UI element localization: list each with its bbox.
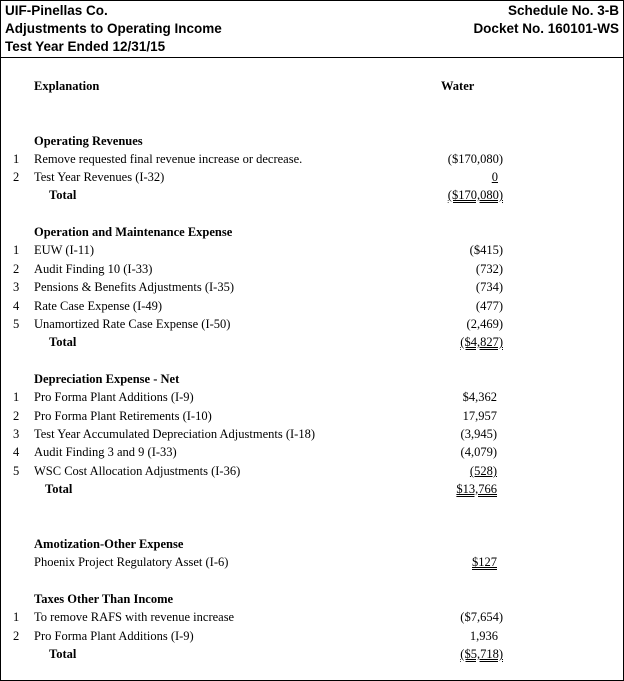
section-total-label: Total bbox=[49, 335, 77, 349]
header-divider bbox=[1, 57, 623, 58]
row-value: ($415) bbox=[469, 243, 503, 257]
row-number: 1 bbox=[13, 152, 20, 166]
row-number: 4 bbox=[13, 445, 20, 459]
row-number: 2 bbox=[13, 629, 20, 643]
row-label: Pensions & Benefits Adjustments (I-35) bbox=[34, 280, 234, 294]
section-title-depreciation: Depreciation Expense - Net bbox=[34, 372, 180, 386]
section-total-value: ($170,080) bbox=[447, 188, 503, 202]
section-total-label: Total bbox=[45, 482, 73, 496]
row-label: Pro Forma Plant Additions (I-9) bbox=[34, 629, 194, 643]
test-year-period: Test Year Ended 12/31/15 bbox=[5, 39, 166, 54]
section-total-value: ($5,718) bbox=[460, 647, 503, 661]
section-total-label: Total bbox=[49, 647, 77, 661]
row-number: 5 bbox=[13, 317, 20, 331]
row-label: Remove requested final revenue increase or decrease. bbox=[34, 152, 303, 166]
row-label: Pro Forma Plant Retirements (I-10) bbox=[34, 409, 212, 423]
row-value: (477) bbox=[475, 299, 503, 313]
row-number: 1 bbox=[13, 610, 20, 624]
row-number: 5 bbox=[13, 464, 20, 478]
row-label: Pro Forma Plant Additions (I-9) bbox=[34, 390, 194, 404]
row-value: (528) bbox=[469, 464, 497, 478]
row-label: Audit Finding 10 (I-33) bbox=[34, 262, 153, 276]
row-label: EUW (I-11) bbox=[34, 243, 95, 257]
row-value: 1,936 bbox=[469, 629, 498, 643]
section-total-value: $13,766 bbox=[456, 482, 497, 496]
row-label: Unamortized Rate Case Expense (I-50) bbox=[34, 317, 231, 331]
row-number: 3 bbox=[13, 427, 20, 441]
company-name: UIF-Pinellas Co. bbox=[5, 3, 108, 18]
row-value: ($7,654) bbox=[460, 610, 503, 624]
column-header-explanation: Explanation bbox=[34, 79, 100, 93]
section-title-operating-revenues: Operating Revenues bbox=[34, 134, 143, 148]
section-title-om-expense: Operation and Maintenance Expense bbox=[34, 225, 233, 239]
row-label: To remove RAFS with revenue increase bbox=[34, 610, 235, 624]
row-number: 1 bbox=[13, 390, 20, 404]
row-number: 2 bbox=[13, 409, 20, 423]
row-number: 2 bbox=[13, 262, 20, 276]
row-label: WSC Cost Allocation Adjustments (I-36) bbox=[34, 464, 241, 478]
row-value: $127 bbox=[472, 555, 497, 569]
row-value: 0 bbox=[491, 170, 498, 184]
row-number: 2 bbox=[13, 170, 20, 184]
row-label: Test Year Accumulated Depreciation Adjustments (I-18) bbox=[34, 427, 315, 441]
row-label: Audit Finding 3 and 9 (I-33) bbox=[34, 445, 177, 459]
row-value: (3,945) bbox=[460, 427, 497, 441]
column-header-water: Water bbox=[441, 79, 475, 93]
row-number: 3 bbox=[13, 280, 20, 294]
row-value: (2,469) bbox=[466, 317, 503, 331]
row-value: (734) bbox=[475, 280, 503, 294]
row-value: 17,957 bbox=[462, 409, 497, 423]
row-value: (732) bbox=[475, 262, 503, 276]
row-label: Rate Case Expense (I-49) bbox=[34, 299, 163, 313]
row-number: 4 bbox=[13, 299, 20, 313]
schedule-title: Adjustments to Operating Income bbox=[5, 21, 222, 36]
row-value: $4,362 bbox=[462, 390, 497, 404]
schedule-number: Schedule No. 3-B bbox=[507, 3, 619, 18]
section-title-taxes: Taxes Other Than Income bbox=[34, 592, 174, 606]
row-label: Test Year Revenues (I-32) bbox=[34, 170, 165, 184]
row-label: Phoenix Project Regulatory Asset (I-6) bbox=[34, 555, 229, 569]
section-title-amortization: Amotization-Other Expense bbox=[34, 537, 184, 551]
docket-number: Docket No. 160101-WS bbox=[473, 21, 619, 36]
row-number: 1 bbox=[13, 243, 20, 257]
section-total-label: Total bbox=[49, 188, 77, 202]
section-total-value: ($4,827) bbox=[460, 335, 503, 349]
row-value: ($170,080) bbox=[447, 152, 503, 166]
row-value: (4,079) bbox=[460, 445, 497, 459]
